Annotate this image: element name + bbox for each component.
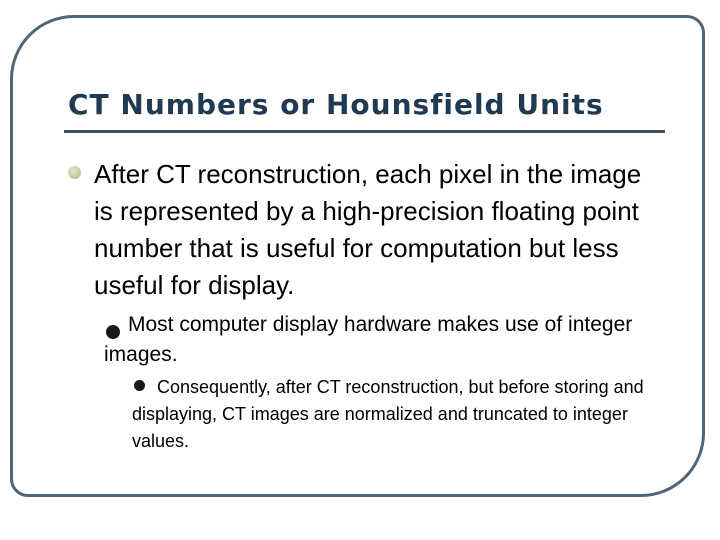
bullet-level3-text: Consequently, after CT reconstruction, but before storing and displaying, CT images are normalized and truncated to integer values. xyxy=(132,377,644,451)
bullet-dot-level1-icon xyxy=(68,166,81,179)
bullet-level2-text: Most computer display hardware makes use of integer images. xyxy=(104,313,633,366)
title-underline xyxy=(64,130,665,133)
bullet-level1-text: After CT reconstruction, each pixel in the image is represented by a high-precision floating point number that is useful for computation but less useful for display. xyxy=(94,159,642,300)
slide-title: CT Numbers or Hounsfield Units xyxy=(68,88,604,121)
